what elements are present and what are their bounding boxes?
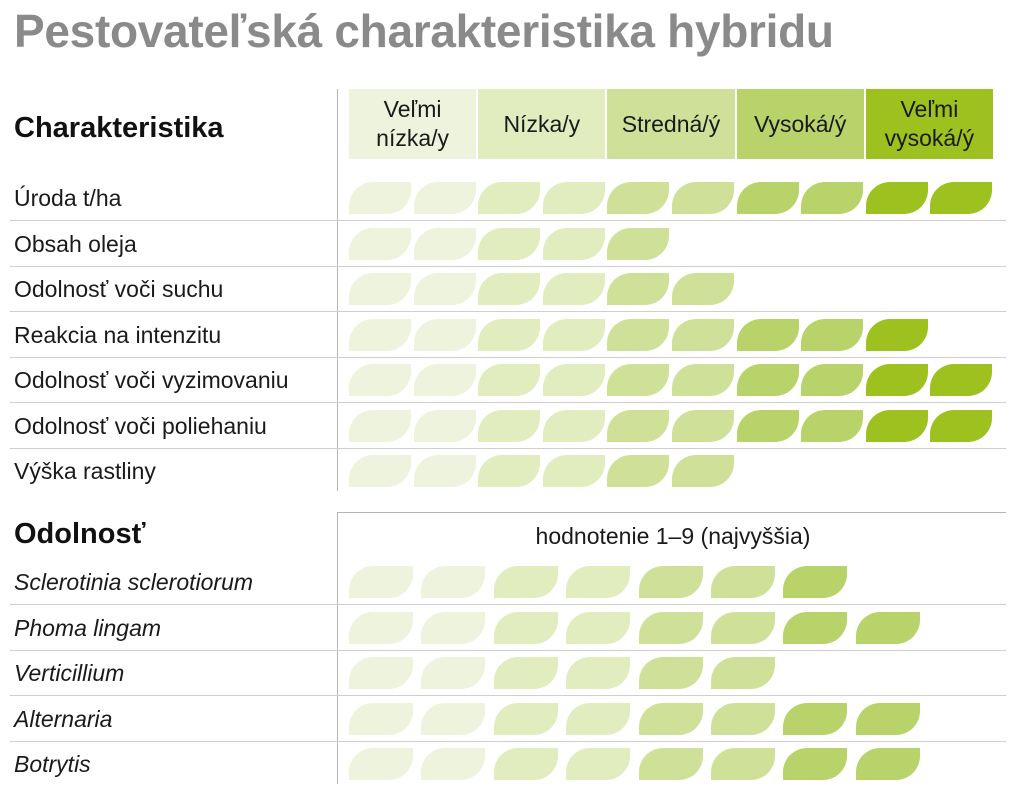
page-title: Pestovateľská charakteristika hybridu [14,5,834,57]
resistance-leaf [494,748,558,780]
resistance-leaf [421,748,485,780]
rating-leaf [801,319,863,351]
resistance-leaf [711,612,775,644]
resistance-leaf [711,748,775,780]
row-label: Obsah oleja [14,230,137,257]
row-label: Úroda t/ha [14,185,122,211]
rating-leaf [607,182,669,214]
rating-leaf [478,228,540,260]
rating-leaf [543,364,605,396]
resistance-leaf [856,612,920,644]
resistance-leaf [639,703,703,735]
rating-leaf [672,455,734,487]
rating-leaf [349,228,411,260]
row-label: Odolnosť voči suchu [14,276,224,302]
resistance-leaf [421,703,485,735]
resistance-leaf [639,657,703,689]
row-label: Phoma lingam [14,614,162,641]
row-label: Botrytis [14,751,91,777]
rating-leaf [414,182,476,214]
column-divider-top [337,89,338,491]
resistance-leaf [349,703,413,735]
resistance-leaf [421,612,485,644]
row-label: Verticillium [14,660,125,686]
rating-leaf [801,410,863,442]
resistance-heading: Odolnosť [14,518,146,550]
rating-leaf [801,364,863,396]
row-label: Sclerotinia sclerotiorum [14,569,254,595]
rating-leaf [737,364,799,396]
rating-leaf [414,319,476,351]
row-divider [10,220,1006,221]
rating-leaf [672,319,734,351]
rating-leaf [349,273,411,305]
row-divider [10,741,1006,742]
rating-leaf [349,410,411,442]
rating-leaf [672,364,734,396]
rating-leaf [543,273,605,305]
resistance-leaf [566,703,630,735]
rating-scale-note: hodnotenie 1–9 (najvyššia) [535,522,811,549]
rating-leaf [672,410,734,442]
row-divider [10,650,1006,651]
rating-leaf [543,319,605,351]
rating-leaf [607,455,669,487]
rating-leaf [414,228,476,260]
resistance-leaf [494,566,558,598]
resistance-leaf [639,748,703,780]
rating-leaf [607,273,669,305]
resistance-leaf [494,657,558,689]
rating-leaf [543,455,605,487]
resistance-leaf [783,748,847,780]
resistance-leaf [856,703,920,735]
rating-leaf [414,364,476,396]
resistance-leaf [494,703,558,735]
rating-leaf [349,455,411,487]
resistance-leaf [494,612,558,644]
resistance-leaf [566,748,630,780]
rating-leaf [414,455,476,487]
rating-leaf [414,273,476,305]
column-divider-bottom [337,512,338,784]
level-header-1: Veľmi nízka/y [349,89,476,159]
resistance-leaf [639,566,703,598]
rating-leaf [607,319,669,351]
resistance-leaf [711,703,775,735]
resistance-leaf [783,703,847,735]
rating-leaf [737,182,799,214]
rating-leaf [866,364,928,396]
row-divider [10,695,1006,696]
section-divider [337,512,1006,513]
rating-leaf [930,364,992,396]
rating-leaf [543,182,605,214]
rating-leaf [607,228,669,260]
resistance-leaf [783,612,847,644]
rating-leaf [478,364,540,396]
rating-leaf [672,182,734,214]
row-label: Odolnosť voči vyzimovaniu [14,367,289,393]
resistance-leaf [711,566,775,598]
resistance-leaf [566,657,630,689]
rating-leaf [478,273,540,305]
row-divider [10,448,1006,449]
resistance-leaf [421,566,485,598]
resistance-leaf [566,566,630,598]
resistance-leaf [639,612,703,644]
rating-leaf [349,364,411,396]
row-label: Alternaria [14,705,113,732]
rating-leaf [737,410,799,442]
rating-leaf [737,319,799,351]
resistance-leaf [349,566,413,598]
rating-leaf [866,182,928,214]
rating-leaf [414,410,476,442]
resistance-leaf [349,657,413,689]
row-label: Výška rastliny [14,458,156,484]
characteristics-heading: Charakteristika [14,112,224,144]
resistance-leaf [421,657,485,689]
resistance-leaf [856,748,920,780]
resistance-leaf [711,657,775,689]
rating-leaf [866,410,928,442]
level-header-4: Vysoká/ý [737,89,864,159]
rating-leaf [543,228,605,260]
row-label: Reakcia na intenzitu [14,321,222,348]
rating-leaf [478,455,540,487]
resistance-leaf [349,748,413,780]
level-header-3: Stredná/ý [607,89,734,159]
rating-leaf [607,364,669,396]
rating-leaf [930,182,992,214]
rating-leaf [672,273,734,305]
rating-leaf [930,410,992,442]
resistance-leaf [783,566,847,598]
rating-leaf [478,410,540,442]
level-header-2: Nízka/y [478,89,605,159]
rating-leaf [543,410,605,442]
rating-leaf [478,319,540,351]
rating-leaf [866,319,928,351]
row-label: Odolnosť voči poliehaniu [14,412,267,439]
level-header-5: Veľmi vysoká/ý [866,89,993,159]
resistance-leaf [566,612,630,644]
rating-leaf [607,410,669,442]
rating-leaf [801,182,863,214]
rating-leaf [349,319,411,351]
rating-leaf [349,182,411,214]
rating-leaf [478,182,540,214]
resistance-leaf [349,612,413,644]
